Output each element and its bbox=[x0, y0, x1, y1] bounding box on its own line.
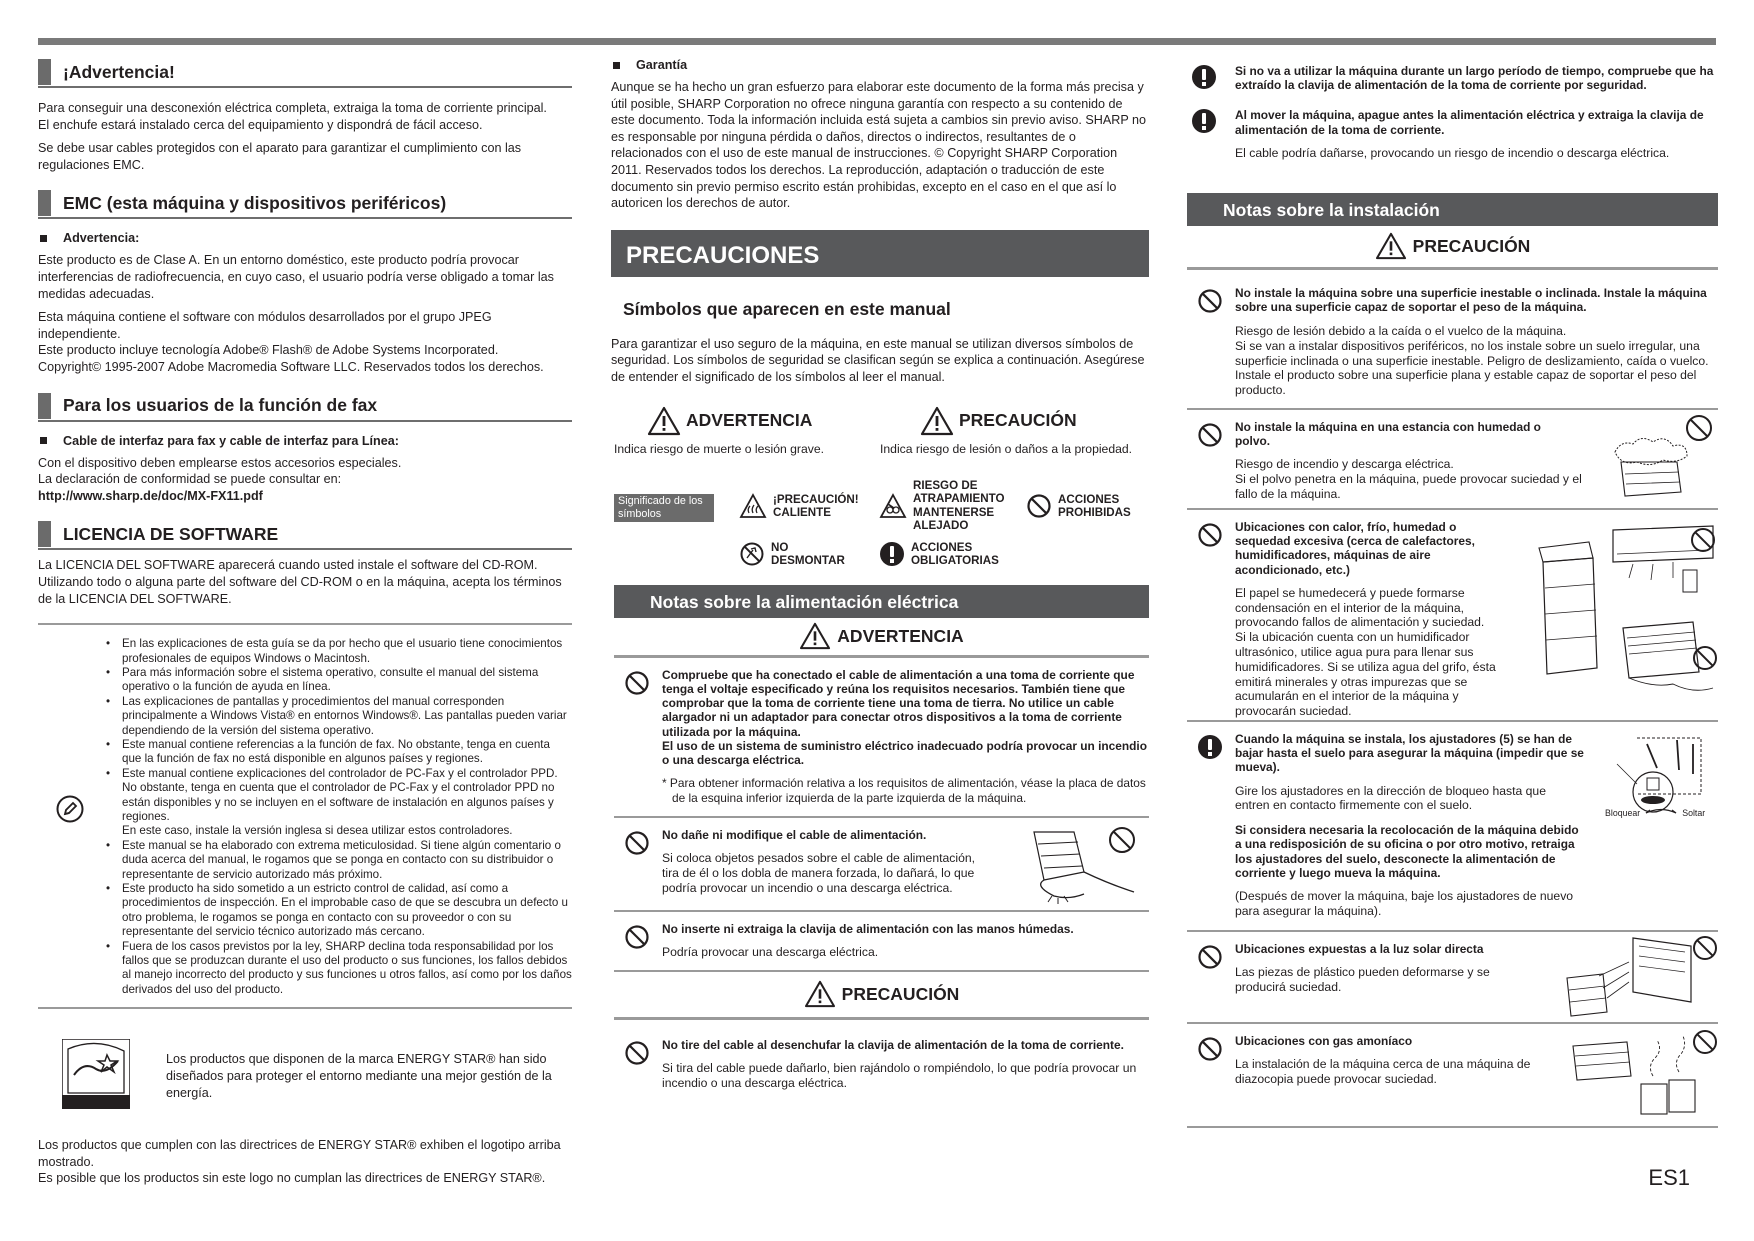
note-item: • En las explicaciones de esta guía se da por hecho que el usuario tiene conocimientos profesionales de equipos Windows o Macintosh. bbox=[104, 637, 572, 666]
simbolos-heading: Símbolos que aparecen en este manual bbox=[623, 298, 951, 319]
estar-paragraph-2: Es posible que los productos sin este logo no cumplan las directrices de ENERGY STAR®. bbox=[38, 1171, 546, 1186]
warning-triangle-icon bbox=[804, 980, 836, 1008]
mandatory-action-icon bbox=[879, 541, 905, 567]
advertencia-heading: ¡Advertencia! bbox=[38, 60, 572, 88]
release-label: Soltar bbox=[1682, 808, 1706, 818]
note-item: • Este manual contiene referencias a la función de fax. No obstante, tenga en cuenta que la función de fax no está disponible en algunos países y regiones. bbox=[104, 738, 572, 767]
tip-item-2: Al mover la máquina, apague antes la alimentación eléctrica y extraiga la clavija de alimentación de la toma de corriente. El cable podría dañarse, provocando un riesgo de incendio o descarga eléctrica. bbox=[1187, 96, 1718, 170]
legend-entrapment: RIESGO DE ATRAPAMIENTO MANTENERSE ALEJADO bbox=[879, 479, 1015, 533]
legend-label: Significado de los símbolos bbox=[614, 494, 714, 522]
adv-paragraph-1: Para conseguir una desconexión eléctrica completa, extraiga la toma de corriente principal. bbox=[38, 101, 547, 115]
advertencia-subhead: ADVERTENCIA bbox=[614, 618, 1149, 658]
note-item: • Las explicaciones de pantallas y procedimientos del manual corresponden principalmente a Windows Vista® en entornos Windows®. Las pantallas pueden variar dependiendo de la versión del sistema operativo. bbox=[104, 695, 572, 738]
lock-label: Bloquear bbox=[1605, 808, 1641, 818]
notes-box bbox=[38, 625, 572, 1007]
install-item-1: No instale la máquina sobre una superficie inestable o inclinada. Instale la máquina sobre una superficie capaz de soportar el peso de la máquina. Riesgo de lesión debido a la caída o el vuelco de la máquina. Si se van a instalar dispositivos periféricos, no los instale sobre un suelo irregular, una superficie inclinada o una superficie inestable. Peligro de deslizamiento, caída o vuelco. Instale el producto sobre una superficie plana y estable capaz de soportar el peso del producto. bbox=[1187, 270, 1718, 410]
emc-heading: EMC (esta máquina y dispositivos periféricos) bbox=[38, 191, 572, 219]
power-item-2: No dañe ni modifique el cable de alimentación. Si coloca objetos pesados sobre el cable de alimentación, tira de él o los dobla de manera forzada, lo dañará, lo que podría provocar un incendio o una descarga eléctrica. bbox=[614, 818, 1149, 912]
prohibited-icon bbox=[624, 1040, 650, 1066]
emc-paragraph-4: Copyright© 1995-2007 Adobe Macromedia Software LLC. Reservados todos los derechos. bbox=[38, 359, 544, 374]
emc-paragraph-2: Esta máquina contiene el software con módulos desarrollados por el grupo JPEG independiente. bbox=[38, 310, 492, 341]
dust-humidity-illustration bbox=[1607, 412, 1717, 502]
simbolos-paragraph: Para garantizar el uso seguro de la máquina, en este manual se utilizan diversos símbolos de seguridad. Los símbolos de seguridad se clasifican según se explica a continuación. Asegúrese de entender el significado de los símbolos al leer el manual. bbox=[611, 336, 1145, 384]
licencia-heading: LICENCIA DE SOFTWARE bbox=[38, 522, 572, 550]
adjuster-labels bbox=[1605, 808, 1705, 818]
notes-rule-bottom bbox=[38, 1007, 572, 1009]
advertencia-symbol: ADVERTENCIA bbox=[647, 406, 880, 436]
energy-star-logo-label: ENERGY STAR bbox=[65, 1115, 127, 1125]
precaucion-subhead: PRECAUCIÓN bbox=[614, 972, 1149, 1020]
note-item: • Este producto ha sido sometido a un estricto control de calidad, así como a procedimientos de inspección. En el improbable caso de que se descubra un defecto u otro problema, le rogamos se ponga en contacto con su proveedor o con su representante del servicio técnico autorizado más cercano. bbox=[104, 882, 572, 940]
power-item-1: Compruebe que ha conectado el cable de alimentación a una toma de corriente que tenga el voltaje especificado y reúna los requisitos necesarios. También tiene que comprobar que la toma de corriente tiene una toma de tierra. No utilice un cable alargador ni un adaptador para conectar otros dispositivos a la toma de corriente utilizada por la máquina. El uso de un sistema de suministro eléctrico inadecuado podría provocar un incendio o una descarga eléctrica. * Para obtener información relativa a los requisitos de alimentación, véase la placa de datos de la esquina inferior izquierda de la parte izquierda de la máquina. bbox=[614, 658, 1149, 818]
prohibited-icon bbox=[1197, 944, 1223, 970]
note-pencil-icon bbox=[56, 795, 84, 823]
emc-subheading: Advertencia: bbox=[38, 231, 572, 245]
note-item: • Para más información sobre el sistema operativo, consulte el manual del sistema operativo o la función de ayuda en línea. bbox=[104, 666, 572, 695]
install-item-2: No instale la máquina en una estancia con humedad o polvo. Riesgo de incendio y descarga eléctrica. Si el polvo penetra en la máquina, puede provocar suciedad y el fallo de la máquina. bbox=[1187, 410, 1718, 510]
rotate-arrows-icon bbox=[1644, 808, 1678, 818]
fax-paragraph-2: La declaración de conformidad se puede consultar en: bbox=[38, 472, 342, 487]
estar-paragraph-1: Los productos que cumplen con las directrices de ENERGY STAR® exhiben el logotipo arriba mostrado. bbox=[38, 1138, 561, 1169]
advertencia-description: Indica riesgo de muerte o lesión grave. bbox=[614, 441, 825, 456]
energy-star-logo-icon bbox=[62, 1039, 130, 1109]
fax-paragraph-1: Con el dispositivo deben emplearse estos accesorios especiales. bbox=[38, 455, 402, 470]
precauciones-banner: PRECAUCIONES bbox=[611, 230, 1149, 277]
warning-triangle-icon bbox=[920, 406, 954, 436]
fax-heading: Para los usuarios de la función de fax bbox=[38, 394, 572, 422]
power-item-4: No tire del cable al desenchufar la clavija de alimentación de la toma de corriente. Si tira del cable puede dañarlo, bien rajándolo o rompiéndolo, lo que podría provocar un incendio o una descarga eléctrica. bbox=[614, 1020, 1149, 1101]
legend-mandatory: ACCIONES OBLIGATORIAS bbox=[879, 541, 1011, 568]
sunlight-illustration bbox=[1563, 932, 1719, 1020]
warning-triangle-icon bbox=[647, 406, 681, 436]
instalacion-banner: Notas sobre la instalación bbox=[1187, 193, 1718, 226]
emc-paragraph-1: Este producto es de Clase A. En un entorno doméstico, este producto podría provocar interferencias de radiofrecuencia, en cuyo caso, el usuario podría verse obligado a tomar las medidas adecuadas. bbox=[38, 253, 554, 301]
symbol-legend bbox=[611, 475, 1149, 571]
heater-humidifier-illustration bbox=[1533, 518, 1719, 714]
mandatory-action-icon bbox=[1197, 734, 1223, 760]
hot-surface-icon bbox=[739, 493, 767, 519]
licencia-paragraph: La LICENCIA DEL SOFTWARE aparecerá cuando usted instale el software del CD-ROM. Utilizando todo o alguna parte del software del CD-ROM o en la máquina, acepta los términos de la LICENCIA DEL SOFTWARE. bbox=[38, 558, 562, 606]
install-item-3: Ubicaciones con calor, frío, humedad o sequedad excesiva (cerca de calefactores, humidificadores, máquinas de aire acondicionado, etc.) El papel se humedecerá y puede formarse condensación en el interior de la máquina, provocando fallos de alimentación y suciedad. Si la ubicación cuenta con un humidificador ultrasónico, utilice agua pura para llenar sus humidificadores. Si se utiliza agua del grifo, ésta emitirá minerales y otras impurezas que se acumularán en el interior de la máquina y provocarán suciedad. bbox=[1187, 510, 1718, 722]
warning-triangle-icon bbox=[799, 622, 831, 650]
prohibited-icon bbox=[1197, 522, 1223, 548]
power-item-3: No inserte ni extraiga la clavija de alimentación con las manos húmedas. Podría provocar una descarga eléctrica. bbox=[614, 912, 1149, 972]
left-column bbox=[38, 56, 572, 1187]
energy-star-text: Los productos que disponen de la marca ENERGY STAR® han sido diseñados para proteger el entorno mediante una mejor gestión de la energía. bbox=[166, 1052, 552, 1100]
adv-paragraph-2: El enchufe estará instalado cerca del equipamiento y dispondrá de fácil acceso. bbox=[38, 117, 483, 132]
legend-hot: ¡PRECAUCIÓN! CALIENTE bbox=[739, 493, 873, 520]
prohibited-icon bbox=[624, 924, 650, 950]
entrapment-icon bbox=[879, 493, 907, 519]
prohibited-icon bbox=[1197, 288, 1223, 314]
note-item: • Este manual se ha elaborado con extrema meticulosidad. Si tiene algún comentario o duda acerca del manual, le rogamos que se ponga en contacto con su distribuidor o representante de servicio autorizado más próximo. bbox=[104, 839, 572, 882]
right-column bbox=[1187, 56, 1718, 1128]
note-item-continuation: En este caso, instale la versión inglesa si desea utilizar estos controladores. bbox=[122, 824, 513, 838]
emc-paragraph-3: Este producto incluye tecnología Adobe® Flash® de Adobe Systems Incorporated. bbox=[38, 343, 499, 358]
prohibited-icon bbox=[624, 830, 650, 856]
precaucion-subhead: PRECAUCIÓN bbox=[1187, 226, 1718, 270]
page-number: ES1 bbox=[1648, 1165, 1690, 1190]
prohibited-icon bbox=[1197, 422, 1223, 448]
symbol-definitions bbox=[611, 406, 1149, 457]
notes-list bbox=[104, 637, 572, 997]
fax-url-link[interactable]: http://www.sharp.de/doc/MX-FX11.pdf bbox=[38, 488, 263, 503]
warning-triangle-icon bbox=[1375, 232, 1407, 260]
no-disassemble-icon bbox=[739, 541, 765, 567]
legend-no-disassemble: NO DESMONTAR bbox=[739, 541, 861, 568]
install-item-5: Ubicaciones expuestas a la luz solar directa Las piezas de plástico pueden deformarse y se producirá suciedad. bbox=[1187, 932, 1718, 1024]
ammonia-gas-illustration bbox=[1567, 1026, 1719, 1120]
damaged-cable-illustration bbox=[1014, 822, 1144, 906]
install-item-4: Cuando la máquina se instala, los ajustadores (5) se han de bajar hasta el suelo para asegurar la máquina (impedir que se mueva). Gire los ajustadores en la dirección de bloqueo hasta que entren en contacto firmemente con el suelo. Si considera necesaria la recolocación de la máquina debido a una redisposición de su oficina o por otro motivo, retraiga los ajustadores del suelo, desconecte la alimentación de corriente y luego mueva la máquina. (Después de mover la máquina, baje los ajustadores de nuevo para asegurar la máquina). Bloquear Soltar bbox=[1187, 722, 1718, 932]
legend-prohibited: ACCIONES PROHIBIDAS bbox=[1026, 493, 1148, 520]
prohibited-icon bbox=[624, 670, 650, 696]
fax-subheading: Cable de interfaz para fax y cable de interfaz para Línea: bbox=[38, 434, 572, 448]
top-rule bbox=[38, 38, 1716, 45]
adv-paragraph-3: Se debe usar cables protegidos con el aparato para garantizar el cumplimiento con las regulaciones EMC. bbox=[38, 141, 522, 172]
note-item: • Fuera de los casos previstos por la ley, SHARP declina toda responsabilidad por los fallos que se produzcan durante el uso del producto o sus funciones, los fallos debidos al manejo incorrecto del producto y sus funciones u otros fallos, así como por los daños derivados del uso del producto. bbox=[104, 940, 572, 998]
install-item-6: Ubicaciones con gas amoníaco La instalación de la máquina cerca de una máquina de diazocopia puede provocar suciedad. bbox=[1187, 1024, 1718, 1128]
note-item: • Este manual contiene explicaciones del controlador de PC-Fax y el controlador PPD. No obstante, tenga en cuenta que el controlador de PC-Fax y el controlador PPD no están disponibles y no se incluyen en el software de instalación en algunos países y regiones. bbox=[104, 767, 572, 825]
prohibited-icon bbox=[1197, 1036, 1223, 1062]
garantia-paragraph: Aunque se ha hecho un gran esfuerzo para elaborar este documento de la forma más precisa y útil posible, SHARP Corporation no ofrece ninguna garantía con respecto a su contenido de este documento. Toda la información incluida está sujeta a cambios sin previo aviso. SHARP no es responsable por ninguna pérdida o daños, directos o indirectos, resultantes de o relacionados con el uso de este manual de instrucciones. © Copyright SHARP Corporation 2011. Reservados todos los derechos. La reproducción, adaptación o traducción de este documento sin previo permiso escrito están prohibidas, excepto en el caso en el que así lo autoricen los derechos de autor. bbox=[611, 80, 1147, 211]
precaucion-symbol: PRECAUCIÓN bbox=[920, 406, 1149, 436]
garantia-heading: Garantía bbox=[611, 58, 1149, 72]
alimentacion-banner: Notas sobre la alimentación eléctrica bbox=[614, 585, 1149, 618]
energy-star-block bbox=[38, 1039, 572, 1109]
mandatory-action-icon bbox=[1191, 64, 1217, 90]
prohibited-icon bbox=[1026, 493, 1052, 519]
middle-column bbox=[611, 56, 1149, 1101]
tip-item-1: Si no va a utilizar la máquina durante un largo período de tiempo, compruebe que ha extraído la clavija de alimentación de la toma de corriente por seguridad. bbox=[1187, 56, 1718, 96]
mandatory-action-icon bbox=[1191, 108, 1217, 134]
precaucion-description: Indica riesgo de lesión o daños a la propiedad. bbox=[880, 441, 1133, 456]
